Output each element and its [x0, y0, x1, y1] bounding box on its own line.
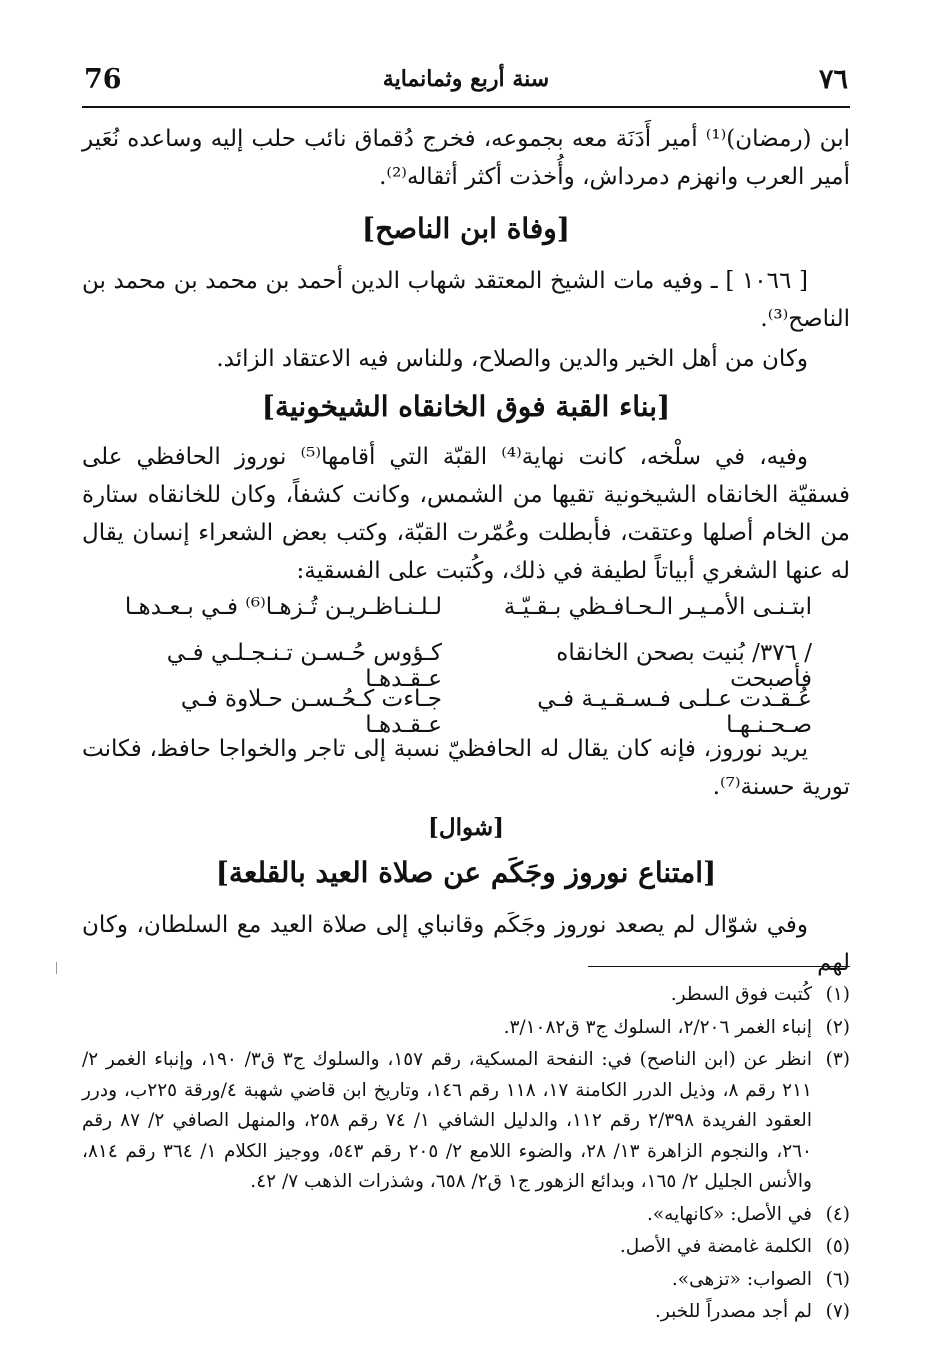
poem-line: [102, 686, 812, 738]
paragraph-4: وفيه، في سلْخه، كانت نهاية⁽⁴⁾ القبّة التي أقامها⁽⁵⁾ نوروز الحافظي على فسقيّة الخانقاه الشيخونية تقيها من الشمس، وكانت كشفاً، وكان للخانقاه ستارة من الخام أصلها وعتقت، فأبطلت وعُمّرت القبّة، وكتب بعض الشعراء إنسان يقال له عنها الشغري أبياتاً لطيفة في ذلك، وكُتبت على الفسقية:: [82, 444, 850, 584]
footnote-text: لم أجد مصدراً للخبر.: [655, 1301, 812, 1322]
footnotes: [82, 980, 850, 1328]
footnote-text: الصواب: «تزهى».: [671, 1268, 812, 1290]
footnote: [82, 980, 850, 1011]
poem-hemistich-second: جـاءت كـحُـسـن حـلاوة فـي عـقـدهـا: [180, 686, 442, 738]
paragraph-3: وكان من أهل الخير والدين والصلاح، وللناس فيه الاعتقاد الزائد.: [216, 346, 808, 372]
footnote-number: (٥): [825, 1236, 850, 1257]
footnote-number: (١): [825, 984, 850, 1005]
footnote: [82, 1013, 850, 1044]
poem-line: [102, 640, 812, 692]
footnote-text: الكلمة غامضة في الأصل.: [619, 1236, 812, 1257]
footnote-text: انظر عن (ابن الناصح) في: النفحة المسكية، رقم ١٥٧، والسلوك ج٣ ق٣/ ١٩٠، وإنباء الغمر ٢/ ٢١١ رقم ٨، وذيل الدرر الكامنة ١٧، ١١٨ رقم ١٤٦، وتاريخ ابن قاضي شهبة ٤/ورقة ٢٢٥ب، ودرر العقود الفريدة ٢/٣٩٨ رقم ١١٢، والدليل الشافي ١/ ٧٤ رقم ٢٥٨، والمنهل الصافي ٢/ ٨٧ رقم ٢٦٠، والنجوم الزاهرة ١٣/ ٢٨، والضوء اللامع ٢/ ٢٠٥ رقم ٥٤٣، ووجيز الكلام ١/ ٣٦٤ رقم ٨١٤، والأنس الجليل ٢/ ١٦٥، وبدائع الزهور ج١ ق٢/ ٦٥٨، وشذرات الذهب ٧/ ٤٢.: [82, 1049, 812, 1192]
poem-hemistich-second: كـؤوس حُـسـن تـنـجـلـي فـي عـقـدهـا: [166, 640, 442, 692]
footnote-separator: [588, 966, 850, 967]
poem-line: [102, 594, 812, 634]
footnote: [82, 1297, 850, 1328]
paragraph-5: يريد نوروز، فإنه كان يقال له الحافظيّ نسبة إلى تاجر والخواجا حافظ، فكانت تورية حسنة⁽⁷⁾.: [82, 736, 850, 800]
poem-hemistich-second: لـلـنـاظـريـن تُـزهـا⁽⁶⁾ فـي بـعـدهـا: [124, 594, 442, 620]
footnote-text: في الأصل: «كانهايه».: [646, 1203, 812, 1225]
footnote-number: (٤): [825, 1203, 850, 1225]
footnote: [82, 1265, 850, 1296]
section-heading-dome: [بناء القبة فوق الخانقاه الشيخونية]: [261, 390, 671, 423]
footnote-number: (٧): [825, 1301, 850, 1322]
poem-hemistich-first: / ٣٧٦/ بُنيت بصحن الخانقاه فأصبحت: [556, 640, 812, 692]
paragraph-6: وفي شوّال لم يصعد نوروز وجَكَم وقانباي إلى صلاة العيد مع السلطان، وكان لهم: [82, 912, 850, 976]
footnote-number: (٢): [825, 1016, 850, 1038]
poem-hemistich-first: ابتـنـى الأمـيـر الـحـافـظي بـقـيّـة: [503, 594, 812, 620]
paragraph-1: ابن (رمضان)⁽¹⁾ أمير أَدَنَة معه بجموعه، فخرج دُقماق نائب حلب إليه وساعده نُعَير أمير العرب وانهزم دمرداش، وأُخذت أكثر أثقاله⁽²⁾.: [82, 126, 850, 190]
footnote-text: إنباء الغمر ٢/٢٠٦، السلوك ج٣ ق٣/١٠٨٢.: [503, 1016, 812, 1038]
poem-hemistich-first: عُـقـدت عـلـى فـسـقـيـة فـي صـحـنـهـا: [537, 686, 812, 738]
section-heading-eid: [امتناع نوروز وجَكَم عن صلاة العيد بالقلعة]: [215, 856, 717, 889]
page-number-arabic: ٧٦: [818, 64, 848, 95]
page-number-latin: 76: [84, 64, 122, 95]
footnote: [82, 1045, 850, 1198]
header-rule: [82, 106, 850, 108]
scan-artifact: [56, 962, 57, 974]
footnote: [82, 1200, 850, 1231]
footnote: [82, 1232, 850, 1263]
footnote-number: (٦): [825, 1268, 850, 1290]
footnote-number: (٣): [825, 1049, 850, 1070]
section-heading-ibn-nasih: [وفاة ابن الناصح]: [361, 212, 571, 245]
month-heading-shawwal: [شوال]: [427, 814, 505, 841]
running-title: سنة أربع وثمانماية: [382, 66, 550, 92]
paragraph-2: [ ١٠٦٦ ] ـ وفيه مات الشيخ المعتقد شهاب الدين أحمد بن محمد بن محمد بن الناصح⁽³⁾.: [82, 268, 850, 332]
footnote-text: كُتبت فوق السطر.: [670, 984, 812, 1005]
